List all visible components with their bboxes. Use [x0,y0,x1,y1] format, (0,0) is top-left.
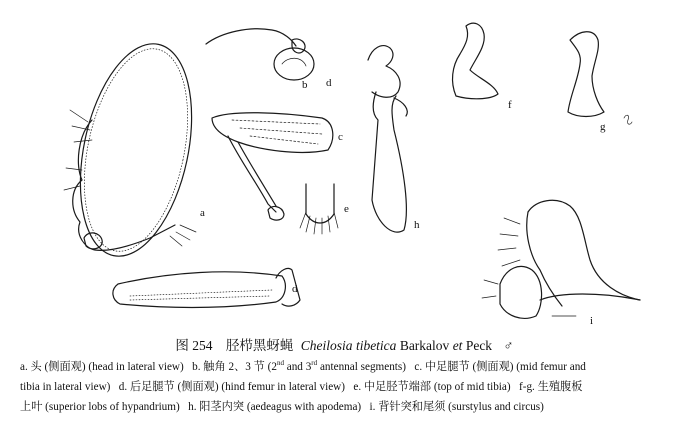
panel-label-i: i [590,315,594,327]
legend-item-d: d. 后足腿节 (侧面观) (hind femur in lateral view) [118,381,345,393]
panel-label-e: e [344,203,349,215]
panel-label-b: b [302,79,308,91]
legend-item-e: e. 中足胫节端部 (top of mid tibia) [353,381,511,393]
legend-item-c-part2: tibia in lateral view) [20,381,111,393]
panel-label-c: c [338,131,343,143]
legend-line-3 [20,397,680,417]
panel-label-h: h [414,219,420,231]
panel-label-d-hind: d [292,283,298,295]
legend-line-1 [20,357,680,377]
panel-label-d-upper: d [326,77,332,89]
legend-item-h: h. 阳茎内突 (aedeagus with apodema) [188,401,362,413]
panel-a-head-drawing [63,34,210,267]
panel-b-antenna-drawing [206,29,314,80]
panel-i-surstylus-drawing [482,200,640,318]
panel-h-aedeagus-drawing [368,46,407,232]
legend-item-i: i. 背针突和尾须 (surstylus and circus) [369,401,544,413]
legend-item-fg-part2: 上叶 (superior lobs of hypandrium) [20,401,180,413]
legend-line-2 [20,377,680,397]
legend-item-a: a. 头 (侧面观) (head in lateral view) [20,361,184,373]
figure-number: 图 254 [175,338,213,353]
legend-item-b: b. 触角 2、3 节 (2nd and 3rd antennal segments) [192,359,406,373]
figure-legend [20,357,680,417]
genus-name: Cheilosia [300,338,353,353]
species-chinese-name: 胫栉黑蚜蝇 [225,338,294,353]
panel-label-f: f [508,99,512,111]
author2-name: Peck [465,338,493,353]
panel-e-tibia-tip-drawing [300,184,338,234]
panel-c-mid-femur-drawing [212,113,333,220]
male-symbol: ♂ [503,338,514,353]
figure-caption-title [0,334,689,354]
species-epithet: tibetica [355,338,397,353]
legend-item-c-part1: c. 中足腿节 (侧面观) (mid femur and [414,361,586,373]
panel-label-g: g [600,121,606,133]
panel-d-hind-femur-drawing [113,268,300,307]
panel-f-lobe-drawing [453,23,498,99]
author-name: Barkalov [399,338,450,353]
et-word: et [452,338,463,353]
legend-item-fg-part1: f-g. 生殖腹板 [519,381,583,393]
panel-label-a: a [200,207,205,219]
panel-g-lobe-drawing [568,32,632,124]
